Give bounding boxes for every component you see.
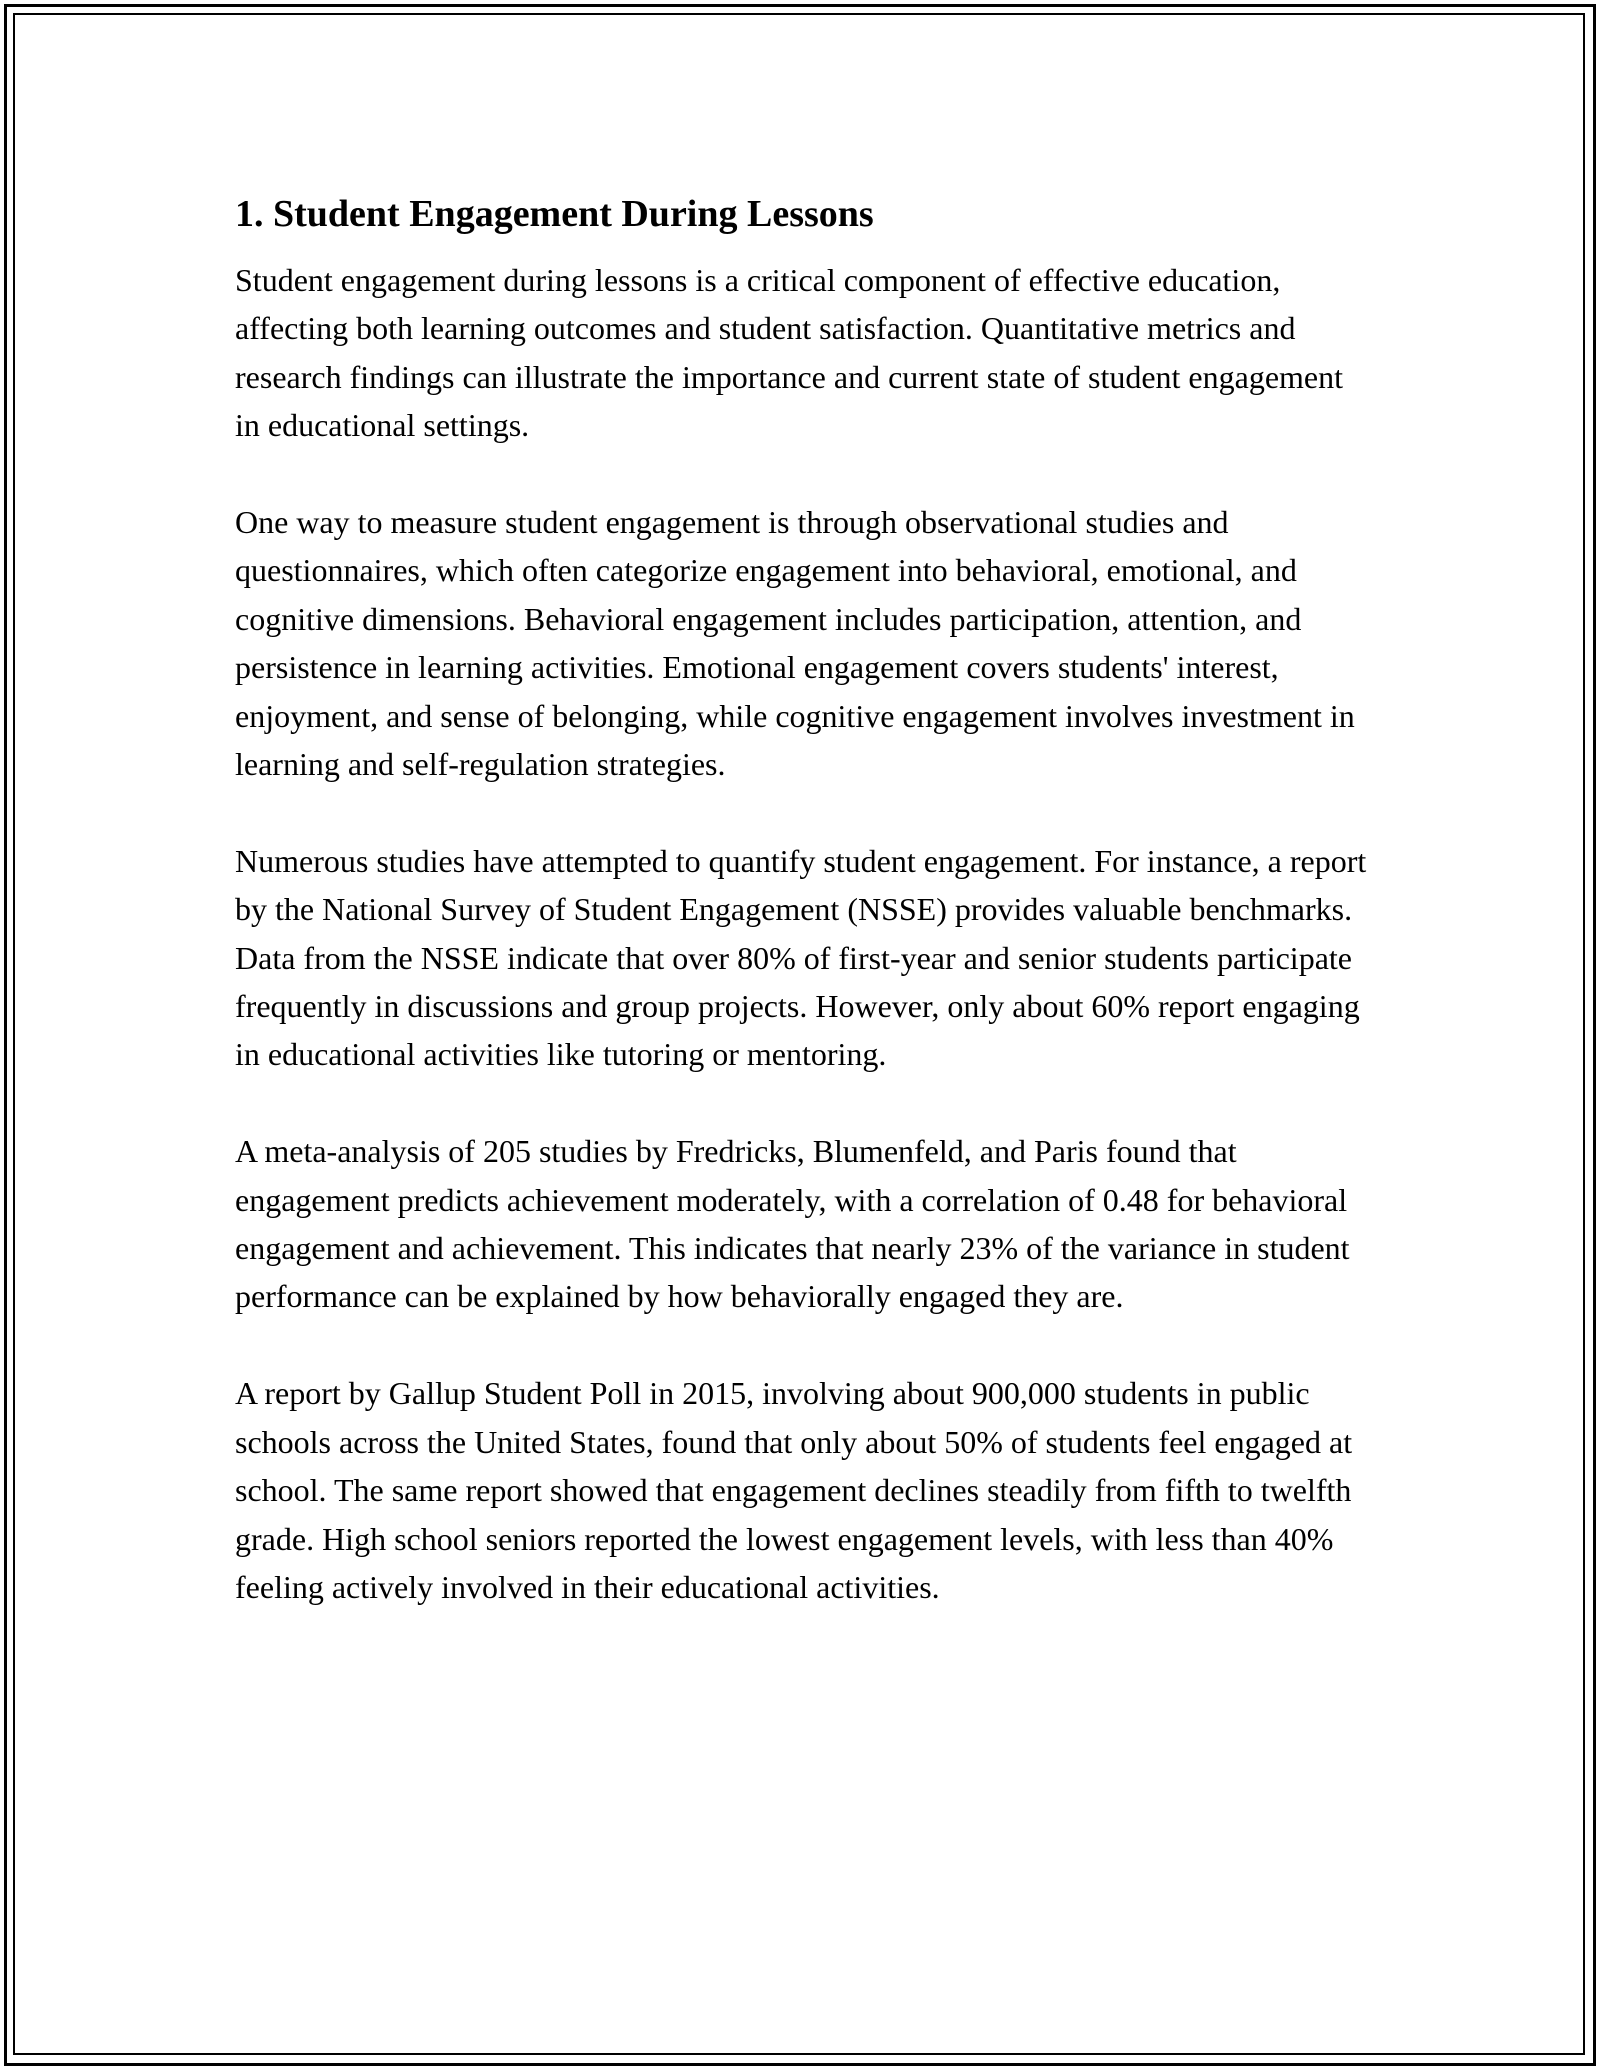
paragraph-nsse: Numerous studies have attempted to quantify student engagement. For instance, a report by the National Survey of Student Engagement (NSSE) provides valuable benchmarks. Data from the NSSE indicate that over 80% of first-year and senior students participate frequently in discussions and group projects. However, only about 60% report engaging in educational activities like tutoring or mentoring. xyxy=(235,842,1367,1073)
paragraph-gallup: A report by Gallup Student Poll in 2015, involving about 900,000 students in public schools across the United States, found that only about 50% of students feel engaged at school. The same report showed that engagement declines steadily from fifth to twelfth grade. High school seniors reported the lowest engagement levels, with less than 40% feeling actively involved in their educational activities. xyxy=(235,1375,1353,1605)
paragraph-measurement: One way to measure student engagement is through observational studies and questionnaires, which often categorize engagement into behavioral, emotional, and cognitive dimensions. Behavioral engagement includes participation, attention, and persistence in learning activities. Emotional engagement covers students' interest, enjoyment, and sense of belonging, while cognitive engagement involves investment in learning and self-regulation strategies. xyxy=(235,504,1355,783)
paragraph-intro: Student engagement during lessons is a critical component of effective education, affecting both learning outcomes and student satisfaction. Quantitative metrics and research findings can illustrate the importance and current state of student engagement in educational settings. xyxy=(235,262,1344,444)
section-heading: 1. Student Engagement During Lessons xyxy=(235,193,874,235)
paragraph-meta-analysis: A meta-analysis of 205 studies by Fredricks, Blumenfeld, and Paris found that engagement predicts achievement moderately, with a correlation of 0.48 for behavioral engagement and achievement. This indicates that nearly 23% of the variance in student performance can be explained by how behaviorally engaged they are. xyxy=(235,1133,1350,1315)
document-content xyxy=(235,182,1375,1660)
